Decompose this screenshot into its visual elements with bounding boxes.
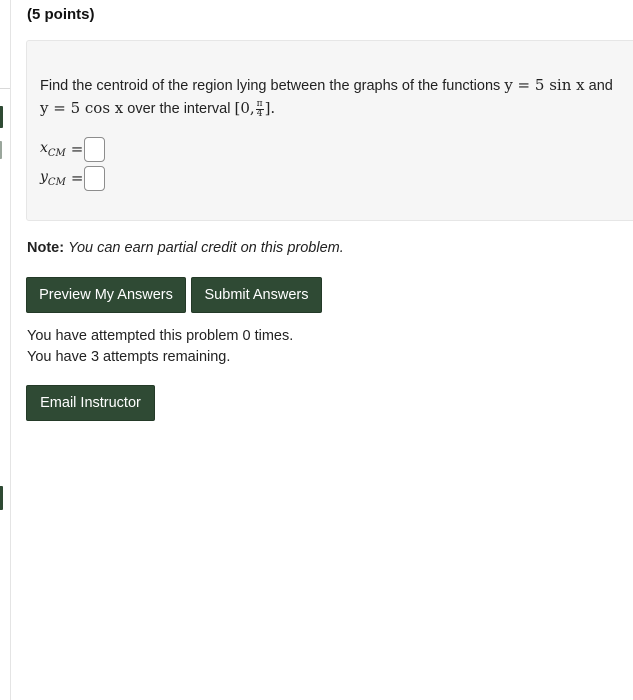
answer-row-ycm xyxy=(40,164,105,192)
problem-points: (5 points) xyxy=(27,6,95,23)
problem-text-and: and xyxy=(588,78,613,94)
xcm-answer-input[interactable] xyxy=(84,137,105,162)
left-sidebar-edge xyxy=(0,0,11,700)
attempts-info xyxy=(27,326,293,368)
function-2: y = 5 cos x xyxy=(40,99,124,117)
equals-sign: = xyxy=(70,169,84,187)
preview-answers-button[interactable]: Preview My Answers xyxy=(26,277,186,313)
interval-end: ]. xyxy=(264,99,276,117)
equals-sign: = xyxy=(70,140,84,158)
sidebar-marker[interactable] xyxy=(0,141,2,159)
sidebar-active-marker[interactable] xyxy=(0,486,3,510)
interval xyxy=(234,99,275,117)
problem-text xyxy=(40,74,630,120)
ycm-answer-input[interactable] xyxy=(84,166,105,191)
problem-text-intro: Find the centroid of the region lying between the graphs of the functions xyxy=(40,78,501,94)
ycm-label: $y_{CM}$ xyxy=(40,168,66,188)
note-label: Note: xyxy=(27,240,65,256)
attempts-remaining: You have 3 attempts remaining. xyxy=(27,349,231,365)
email-instructor-button[interactable]: Email Instructor xyxy=(26,385,155,421)
submit-answers-button[interactable]: Submit Answers xyxy=(191,277,322,313)
interval-numerator: π xyxy=(256,98,263,109)
xcm-label: $x_{CM}$ xyxy=(40,139,66,159)
interval-fraction xyxy=(256,100,264,119)
sidebar-divider xyxy=(0,88,10,89)
sidebar-active-marker[interactable] xyxy=(0,106,3,128)
attempts-count: You have attempted this problem 0 times. xyxy=(27,328,294,344)
problem-text-over: over the interval xyxy=(127,101,231,117)
partial-credit-note xyxy=(27,240,344,256)
interval-start: [0, xyxy=(234,99,255,117)
interval-denominator: 4 xyxy=(256,108,263,119)
function-1: y = 5 sin x xyxy=(504,76,585,94)
answer-row-xcm xyxy=(40,135,105,163)
note-text: You can earn partial credit on this problem. xyxy=(68,240,344,256)
problem-statement-box xyxy=(26,40,633,221)
